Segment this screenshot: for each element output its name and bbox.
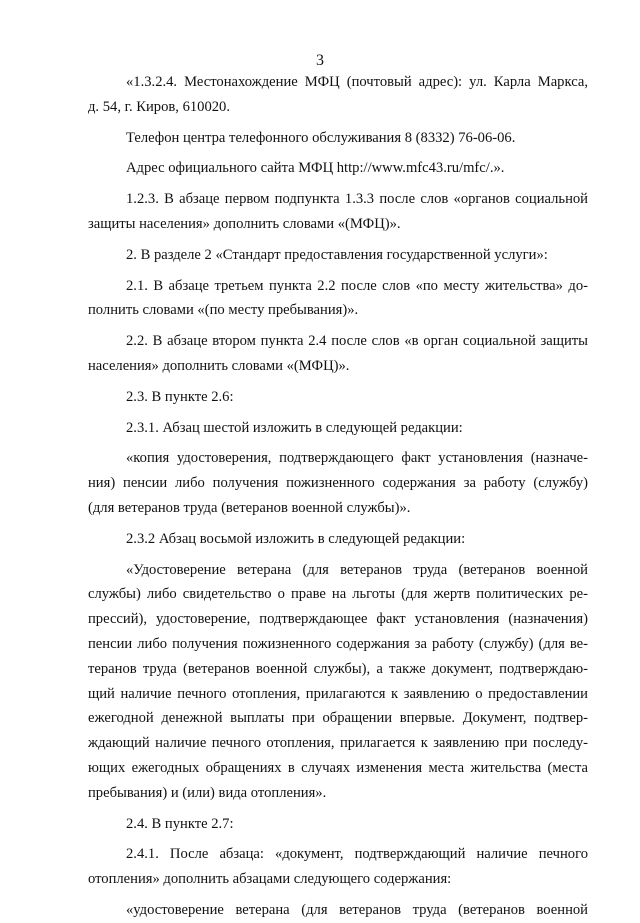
document-body [88,70,588,923]
text-line: Адрес официального сайта МФЦ http://www.mfc43.ru/mfc/.». [126,160,505,177]
text-line: Телефон центра телефонного обслуживания 8 (8332) 76-06-06. [126,129,516,146]
text-line: 2.3.2 Абзац восьмой изложить в следующей редакции: [126,530,466,547]
text-line: ния) пенсии либо получения пожизненного содержания за работу (службу) [88,475,588,492]
text-line: «1.3.2.4. Местонахождение МФЦ (почтовый адрес): ул. Карла Маркса, [126,74,588,90]
text-line: ющих ежегодных обращениях в случаях изменения места жительства (места [88,759,588,776]
page-number: 3 [316,52,324,69]
text-line: «удостоверение ветерана (для ветеранов труда (ветеранов военной [126,901,588,918]
text-line: населения» дополнить словами «(МФЦ)». [88,357,350,374]
text-line: пенсии либо получения пожизненного содержания за работу (службу) (для ве- [88,635,588,652]
text-line: 2.2. В абзаце втором пункта 2.4 после слов «в орган социальной защиты [126,333,588,350]
text-line: службы) либо свидетельство о праве на льготы (для жертв политических ре- [88,586,588,603]
text-line: 2.3.1. Абзац шестой изложить в следующей редакции: [126,419,463,436]
text-line: отопления» дополнить абзацами следующего содержания: [88,871,452,888]
text-line: 2.4.1. После абзаца: «документ, подтверждающий наличие печного [126,846,588,863]
text-line: 2. В разделе 2 «Стандарт предоставления государственной услуги»: [126,246,548,263]
text-line: пребывания) и (или) вида отопления». [88,784,327,801]
text-line: ждающий наличие печного отопления, прилагается к заявлению при последу- [88,735,588,752]
text-line: «Удостоверение ветерана (для ветеранов труда (ветеранов военной [126,561,588,578]
text-line: 2.4. В пункте 2.7: [126,815,234,832]
text-line: 1.2.3. В абзаце первом подпункта 1.3.3 после слов «органов социальной [126,191,588,208]
text-line: полнить словами «(по месту пребывания)». [88,302,359,319]
text-line: щий наличие печного отопления, прилагаются к заявлению о предоставлении [88,685,588,702]
text-line: 2.1. В абзаце третьем пункта 2.2 после слов «по месту жительства» до- [126,277,588,294]
text-line: защиты населения» дополнить словами «(МФЦ)». [88,215,401,232]
text-line: 2.3. В пункте 2.6: [126,388,234,405]
text-line: (для ветеранов труда (ветеранов военной службы)». [88,499,411,516]
text-line: прессий), удостоверение, подтверждающее факт установления (назначения) [88,611,588,628]
text-line: теранов труда (ветеранов военной службы), а также документ, подтверждаю- [88,660,588,677]
text-line: ежегодной денежной выплаты при обращении впервые. Документ, подтвер- [88,710,588,727]
text-line: д. 54, г. Киров, 610020. [88,98,231,115]
text-line: «копия удостоверения, подтверждающего факт установления (назначе- [126,450,588,467]
